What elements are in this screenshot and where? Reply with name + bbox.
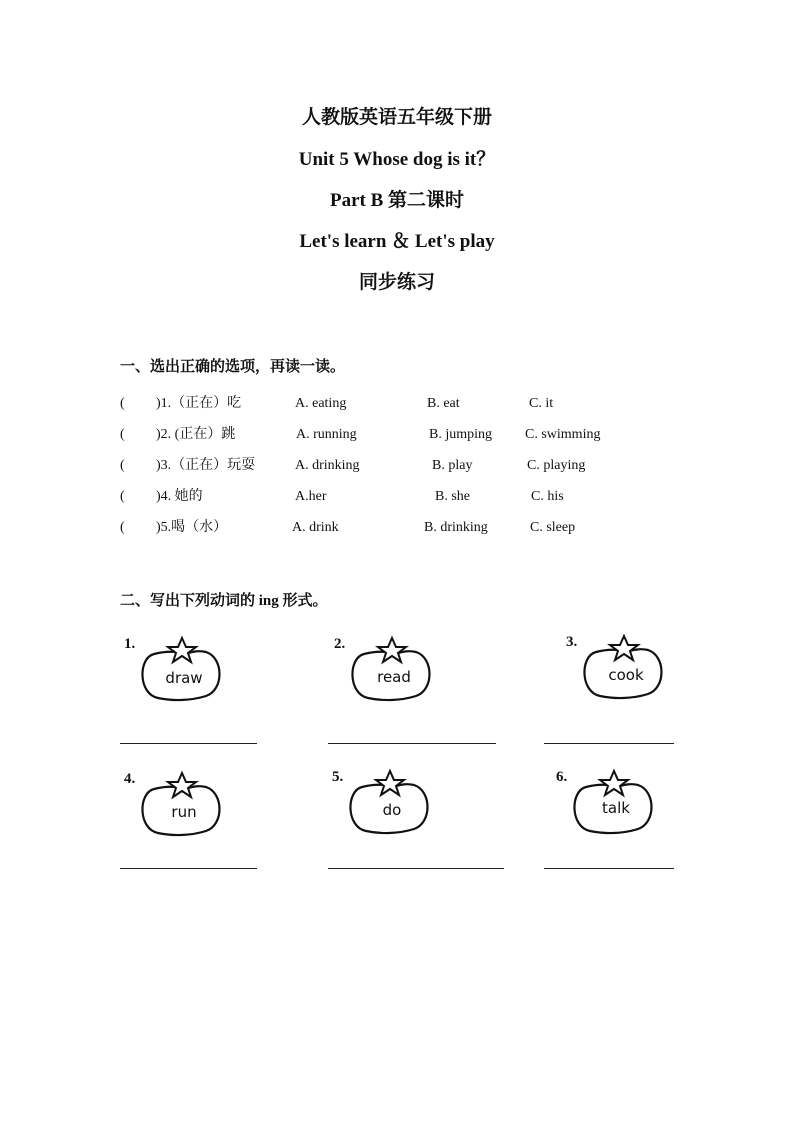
option-b: B. drinking — [424, 520, 488, 535]
option-b: B. eat — [427, 396, 460, 411]
item-number: 1. — [124, 636, 136, 652]
question-row — [120, 393, 680, 415]
option-c: C. sleep — [530, 520, 576, 535]
item-number: 6. — [556, 769, 568, 785]
lesson-subtitle: Let's learn ＆ Let's play — [299, 231, 495, 252]
worksheet-title: 人教版英语五年级下册 — [301, 107, 492, 128]
option-b: B. jumping — [429, 427, 493, 442]
verb-label: run — [171, 803, 197, 821]
option-b: B. play — [432, 458, 473, 473]
verb-label: read — [377, 668, 411, 686]
verb-tile — [120, 632, 230, 712]
option-b: B. she — [435, 489, 470, 504]
lesson-part: Part B 第二课时 — [329, 190, 465, 211]
option-a: A. running — [296, 427, 357, 442]
answer-paren[interactable]: ( — [120, 458, 125, 473]
answer-line[interactable] — [544, 868, 674, 869]
answer-line[interactable] — [120, 868, 257, 869]
question-prompt: )3.（正在）玩耍 — [156, 458, 256, 473]
question-prompt: )2. (正在）跳 — [156, 427, 236, 442]
answer-paren[interactable]: ( — [120, 396, 125, 411]
answer-line[interactable] — [544, 743, 674, 744]
section1-heading: 一、选出正确的选项，再读一读。 — [120, 359, 346, 375]
verb-label: talk — [602, 799, 630, 817]
question-row — [120, 486, 680, 508]
verb-tile — [120, 767, 230, 847]
option-a: A.her — [295, 489, 327, 504]
item-number: 5. — [332, 769, 344, 785]
option-a: A. drink — [292, 520, 339, 535]
answer-paren[interactable]: ( — [120, 427, 125, 442]
question-prompt: )1.（正在）吃 — [156, 396, 242, 411]
option-c: C. his — [531, 489, 564, 504]
verb-tile — [552, 765, 662, 845]
option-c: C. it — [529, 396, 554, 411]
question-prompt: )5.喝（水） — [156, 520, 228, 535]
item-number: 3. — [566, 634, 578, 650]
question-prompt: )4. 她的 — [156, 489, 203, 504]
answer-paren[interactable]: ( — [120, 489, 125, 504]
verb-label: draw — [165, 669, 203, 687]
option-c: C. swimming — [525, 427, 601, 442]
verb-label: cook — [608, 666, 644, 684]
question-row — [120, 455, 680, 477]
verb-tile — [330, 632, 440, 712]
item-number: 2. — [334, 636, 346, 652]
answer-paren[interactable]: ( — [120, 520, 125, 535]
verb-tile — [562, 630, 672, 710]
section2-heading: 二、写出下列动词的 ing 形式。 — [120, 593, 328, 609]
answer-line[interactable] — [328, 743, 496, 744]
question-row — [120, 517, 680, 539]
answer-line[interactable] — [120, 743, 257, 744]
option-a: A. drinking — [295, 458, 360, 473]
option-c: C. playing — [527, 458, 586, 473]
option-a: A. eating — [295, 396, 347, 411]
answer-line[interactable] — [328, 868, 504, 869]
unit-title: Unit 5 Whose dog is it？ — [298, 149, 496, 170]
verb-tile — [328, 765, 438, 845]
item-number: 4. — [124, 771, 136, 787]
question-row — [120, 424, 680, 446]
exercise-label: 同步练习 — [358, 272, 435, 293]
verb-label: do — [382, 801, 402, 819]
